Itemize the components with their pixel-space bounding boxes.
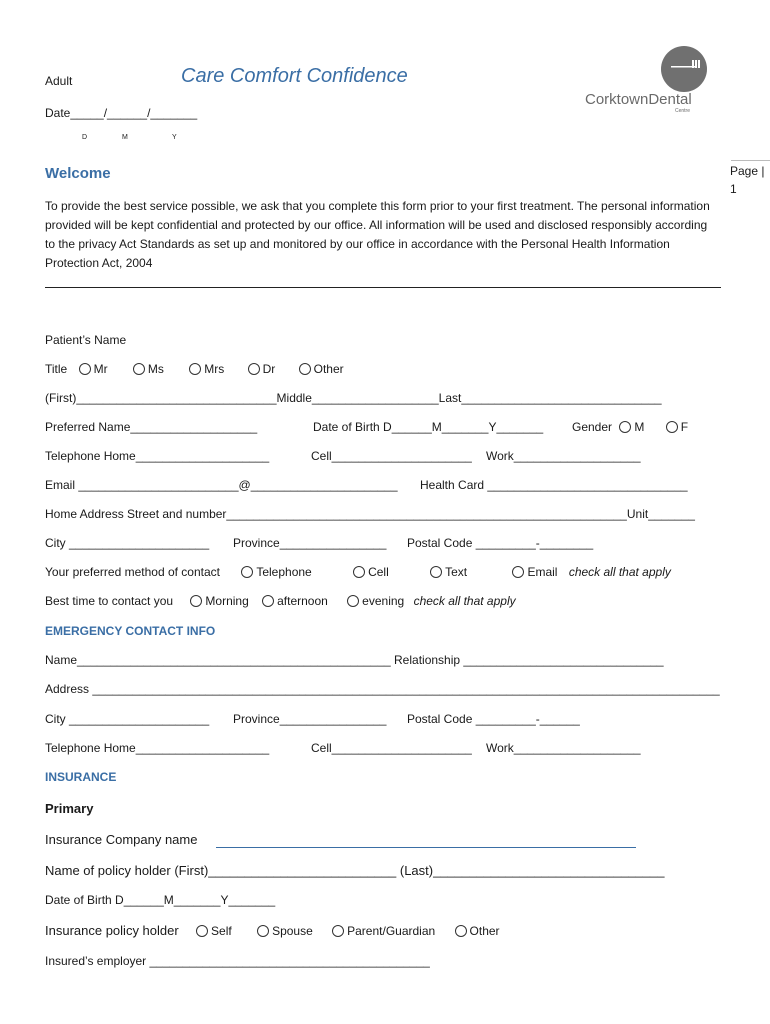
- date-field[interactable]: Date_____/______/_______: [45, 106, 198, 120]
- radio-icon[interactable]: [196, 925, 208, 937]
- date-part-d: D: [82, 134, 88, 141]
- form-type-label: Adult: [45, 74, 73, 88]
- radio-icon[interactable]: [299, 363, 311, 375]
- radio-icon[interactable]: [190, 595, 202, 607]
- contact-option-email[interactable]: Email: [512, 565, 557, 579]
- policy-holder-other[interactable]: Other: [455, 924, 500, 938]
- contact-method-label: Your preferred method of contact: [45, 565, 220, 579]
- insured-employer-field[interactable]: Insured’s employer __________________________________________: [45, 954, 430, 968]
- best-time-evening[interactable]: evening: [347, 594, 404, 608]
- policy-holder-name-field[interactable]: Name of policy holder (First)__________________________ (Last)________________________________: [45, 863, 665, 878]
- dob-field[interactable]: Date of Birth D______M_______Y_______: [313, 420, 544, 434]
- contact-option-cell[interactable]: Cell: [353, 565, 389, 579]
- page-number: Page | 1: [730, 164, 765, 196]
- province-field[interactable]: Province________________: [233, 536, 387, 550]
- radio-icon[interactable]: [189, 363, 201, 375]
- radio-icon[interactable]: [332, 925, 344, 937]
- emergency-tel-home-field[interactable]: Telephone Home____________________: [45, 741, 270, 755]
- logo-wordmark: CorktownDental: [585, 91, 692, 108]
- telephone-cell-field[interactable]: Cell_____________________: [311, 449, 472, 463]
- emergency-city-field[interactable]: City _____________________: [45, 712, 210, 726]
- contact-method-note: check all that apply: [568, 565, 671, 579]
- emergency-province-field[interactable]: Province________________: [233, 712, 387, 726]
- gender-option-m[interactable]: M: [619, 420, 644, 434]
- radio-icon[interactable]: [257, 925, 269, 937]
- gender-option-f[interactable]: F: [666, 420, 688, 434]
- title-option-dr[interactable]: Dr: [248, 362, 276, 376]
- radio-icon[interactable]: [666, 421, 678, 433]
- date-part-y: Y: [172, 134, 178, 141]
- radio-icon[interactable]: [241, 566, 253, 578]
- preferred-name-field[interactable]: Preferred Name___________________: [45, 420, 258, 434]
- emergency-postal-field[interactable]: Postal Code _________-______: [407, 712, 580, 726]
- postal-code-field[interactable]: Postal Code _________-________: [407, 536, 594, 550]
- telephone-work-field[interactable]: Work___________________: [486, 449, 641, 463]
- policy-holder-parent[interactable]: Parent/Guardian: [332, 924, 435, 938]
- policy-holder-row: [45, 923, 500, 938]
- policy-holder-spouse[interactable]: Spouse: [257, 924, 313, 938]
- section-divider: [45, 287, 721, 288]
- insurance-primary-heading: Primary: [45, 801, 94, 816]
- title-label: Title: [45, 362, 68, 376]
- best-time-morning[interactable]: Morning: [190, 594, 248, 608]
- title-option-mrs[interactable]: Mrs: [189, 362, 224, 376]
- title-option-ms[interactable]: Ms: [133, 362, 164, 376]
- page-number-divider: [731, 160, 770, 161]
- radio-icon[interactable]: [353, 566, 365, 578]
- home-address-field[interactable]: Home Address Street and number____________________________________________________________Unit_______: [45, 507, 695, 521]
- date-part-m: M: [122, 134, 129, 141]
- policy-holder-label: Insurance policy holder: [45, 923, 179, 938]
- radio-icon[interactable]: [262, 595, 274, 607]
- policy-holder-self[interactable]: Self: [196, 924, 232, 938]
- emergency-tel-work-field[interactable]: Work___________________: [486, 741, 641, 755]
- emergency-name-field[interactable]: Name_______________________________________________ Relationship ______________________________: [45, 653, 664, 667]
- email-field[interactable]: Email ________________________@______________________: [45, 478, 398, 492]
- telephone-home-field[interactable]: Telephone Home____________________: [45, 449, 270, 463]
- health-card-field[interactable]: Health Card ______________________________: [420, 478, 688, 492]
- logo-emblem-icon: [661, 46, 707, 92]
- welcome-text: To provide the best service possible, we ask that you complete this form prior to your first treatment. The personal information provided will be kept confidential and protected by our office. All information will be used and disclosed responsibly according to the privacy Act Standards as set up and monitored by our office in accordance with the Personal Health Information Protection Act, 2004: [45, 199, 710, 270]
- gender-label: Gender: [572, 420, 613, 434]
- insured-dob-field[interactable]: Date of Birth D______M_______Y_______: [45, 893, 276, 907]
- title-option-mr[interactable]: Mr: [79, 362, 108, 376]
- contact-option-telephone[interactable]: Telephone: [241, 565, 311, 579]
- title-option-other[interactable]: Other: [299, 362, 344, 376]
- contact-option-text[interactable]: Text: [430, 565, 467, 579]
- tagline: Care Comfort Confidence: [181, 65, 408, 87]
- radio-icon[interactable]: [347, 595, 359, 607]
- title-row: [45, 362, 344, 376]
- best-time-row: [45, 594, 516, 608]
- radio-icon[interactable]: [248, 363, 260, 375]
- city-field[interactable]: City _____________________: [45, 536, 210, 550]
- insurance-company-input[interactable]: [216, 847, 636, 848]
- emergency-address-field[interactable]: Address ______________________________________________________________________________________________: [45, 682, 720, 696]
- radio-icon[interactable]: [455, 925, 467, 937]
- radio-icon[interactable]: [133, 363, 145, 375]
- best-time-afternoon[interactable]: afternoon: [262, 594, 328, 608]
- radio-icon[interactable]: [512, 566, 524, 578]
- radio-icon[interactable]: [430, 566, 442, 578]
- welcome-heading: Welcome: [45, 165, 111, 182]
- logo-subtext: Centre: [675, 108, 691, 114]
- radio-icon[interactable]: [79, 363, 91, 375]
- best-time-label: Best time to contact you: [45, 594, 174, 608]
- insurance-heading: INSURANCE: [45, 770, 117, 784]
- contact-method-row: [45, 565, 671, 579]
- patient-name-heading: Patient’s Name: [45, 333, 127, 347]
- insurance-company-label: Insurance Company name: [45, 832, 198, 847]
- best-time-note: check all that apply: [413, 594, 516, 608]
- emergency-heading: EMERGENCY CONTACT INFO: [45, 624, 216, 638]
- radio-icon[interactable]: [619, 421, 631, 433]
- gender-group: [572, 420, 688, 434]
- emergency-tel-cell-field[interactable]: Cell_____________________: [311, 741, 472, 755]
- full-name-field[interactable]: (First)______________________________Middle___________________Last______________________________: [45, 391, 662, 405]
